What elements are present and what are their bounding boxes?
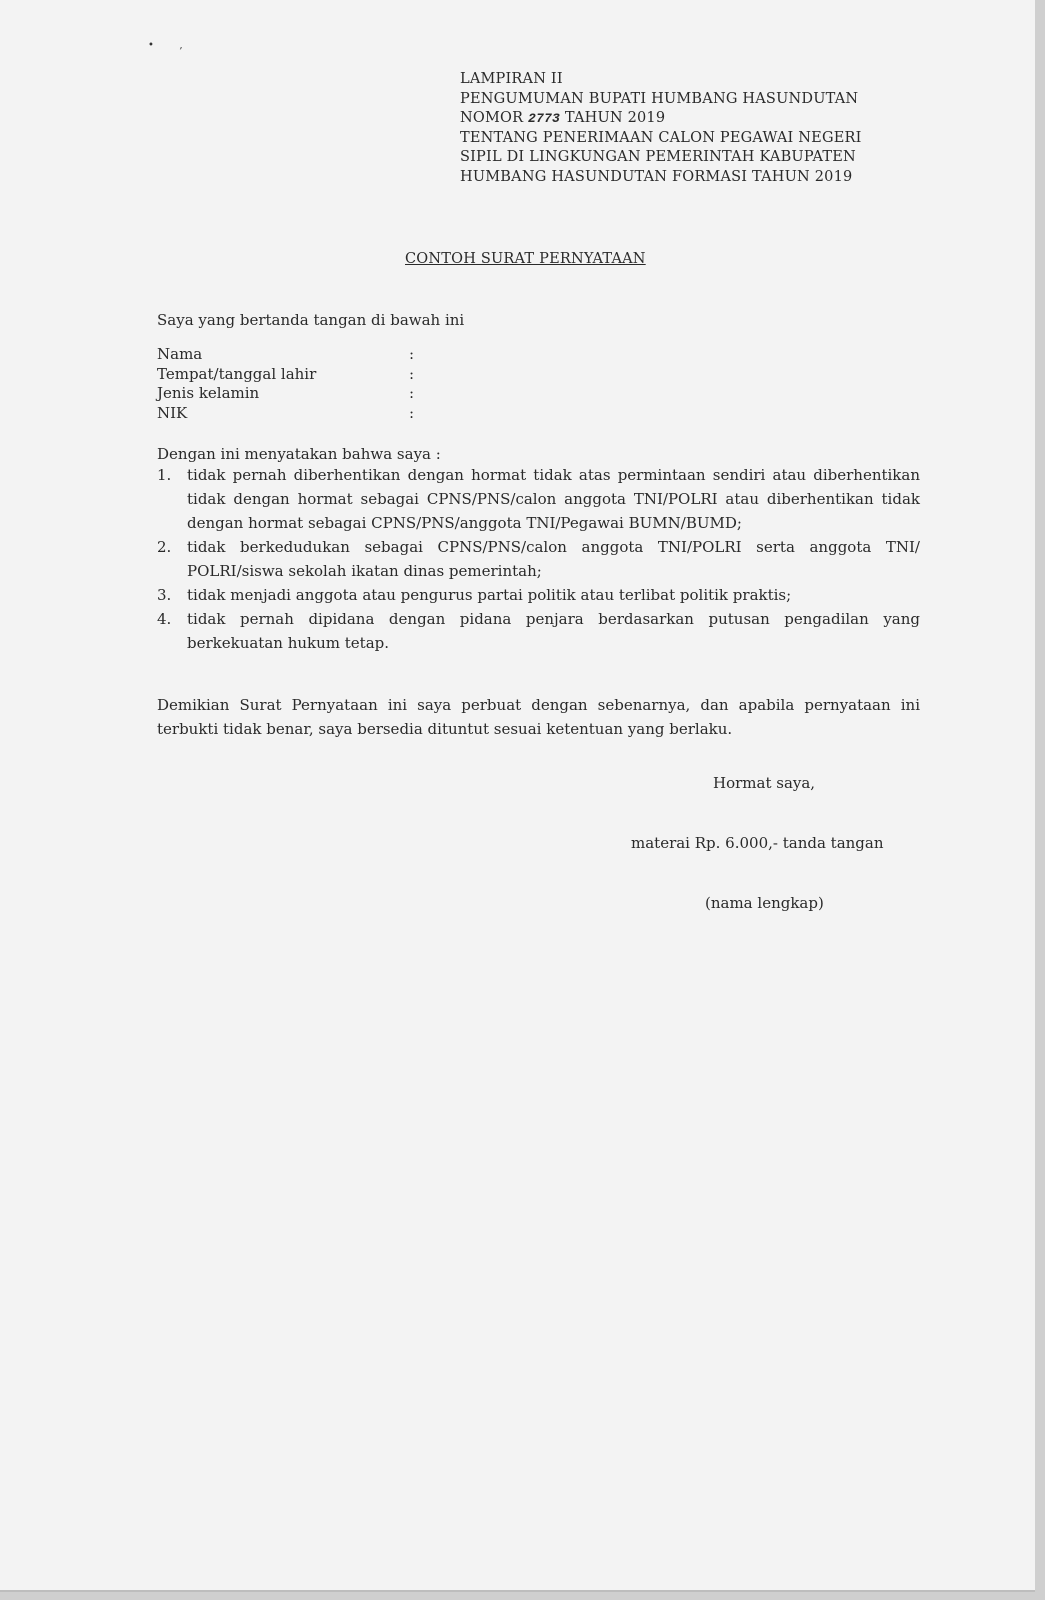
statement-text: tidak berkedudukan sebagai CPNS/PNS/calon anggota TNI/POLRI serta anggota TNI/ POLRI/siswa sekolah ikatan dinas pemerintah; bbox=[187, 538, 920, 580]
identity-fields bbox=[157, 345, 427, 423]
statement-list bbox=[157, 463, 920, 655]
statement-text: tidak pernah diberhentikan dengan hormat tidak atas permintaan sendiri atau diberhentikan tidak dengan hormat sebagai CPNS/PNS/calon anggota TNI/POLRI atau diberhentikan tidak dengan hormat sebagai CPNS/PNS/anggota TNI/Pegawai BUMN/BUMD; bbox=[187, 466, 920, 532]
document-header bbox=[460, 70, 862, 187]
statement-number: 3. bbox=[157, 586, 172, 604]
statement-number: 4. bbox=[157, 610, 172, 628]
closing-paragraph: Demikian Surat Pernyataan ini saya perbuat dengan sebenarnya, dan apabila pernyataan ini terbukti tidak benar, saya bersedia dituntut sesuai ketentuan yang berlaku. bbox=[157, 696, 920, 738]
header-line-nomor bbox=[460, 109, 862, 129]
header-line-formasi: HUMBANG HASUNDUTAN FORMASI TAHUN 2019 bbox=[460, 168, 853, 185]
field-colon: : bbox=[409, 345, 415, 363]
field-row-nama bbox=[157, 345, 427, 365]
field-label: NIK bbox=[157, 403, 188, 422]
signature-greeting: Hormat saya, bbox=[713, 774, 816, 792]
field-label: Nama bbox=[157, 345, 203, 363]
header-line-pengumuman: PENGUMUMAN BUPATI HUMBANG HASUNDUTAN bbox=[460, 90, 859, 107]
field-colon: : bbox=[409, 403, 415, 422]
field-colon: : bbox=[409, 384, 415, 402]
field-row-tempat-tanggal-lahir bbox=[157, 365, 427, 385]
document-title: CONTOH SURAT PERNYATAAN bbox=[405, 251, 646, 267]
page-edge bbox=[0, 1590, 1035, 1592]
statement-item bbox=[157, 535, 920, 583]
field-label: Jenis kelamin bbox=[157, 384, 260, 402]
scan-specks: • ‚ bbox=[148, 40, 183, 51]
nomor-suffix: TAHUN 2019 bbox=[560, 110, 666, 126]
header-line-sipil: SIPIL DI LINGKUNGAN PEMERINTAH KABUPATEN bbox=[460, 149, 856, 165]
statement-item bbox=[157, 583, 920, 607]
statement-intro: Dengan ini menyatakan bahwa saya : bbox=[157, 445, 441, 463]
header-line-lampiran: LAMPIRAN II bbox=[460, 71, 563, 87]
signature-materai: materai Rp. 6.000,- tanda tangan bbox=[631, 834, 884, 852]
statement-text: tidak pernah dipidana dengan pidana penjara berdasarkan putusan pengadilan yang berkekuatan hukum tetap. bbox=[187, 610, 920, 652]
signature-name: (nama lengkap) bbox=[705, 894, 824, 912]
nomor-number: 2773 bbox=[528, 111, 561, 126]
intro-text: Saya yang bertanda tangan di bawah ini bbox=[157, 311, 465, 329]
nomor-prefix: NOMOR bbox=[460, 110, 529, 126]
header-line-tentang: TENTANG PENERIMAAN CALON PEGAWAI NEGERI bbox=[460, 129, 862, 146]
field-row-jenis-kelamin bbox=[157, 384, 427, 404]
field-label: Tempat/tanggal lahir bbox=[157, 364, 317, 383]
statement-item bbox=[157, 607, 920, 655]
field-row-nik bbox=[157, 404, 427, 424]
field-colon: : bbox=[409, 364, 415, 383]
statement-text: tidak menjadi anggota atau pengurus partai politik atau terlibat politik praktis; bbox=[187, 586, 792, 604]
statement-number: 1. bbox=[157, 466, 172, 484]
statement-number: 2. bbox=[157, 538, 172, 556]
statement-item bbox=[157, 463, 920, 535]
